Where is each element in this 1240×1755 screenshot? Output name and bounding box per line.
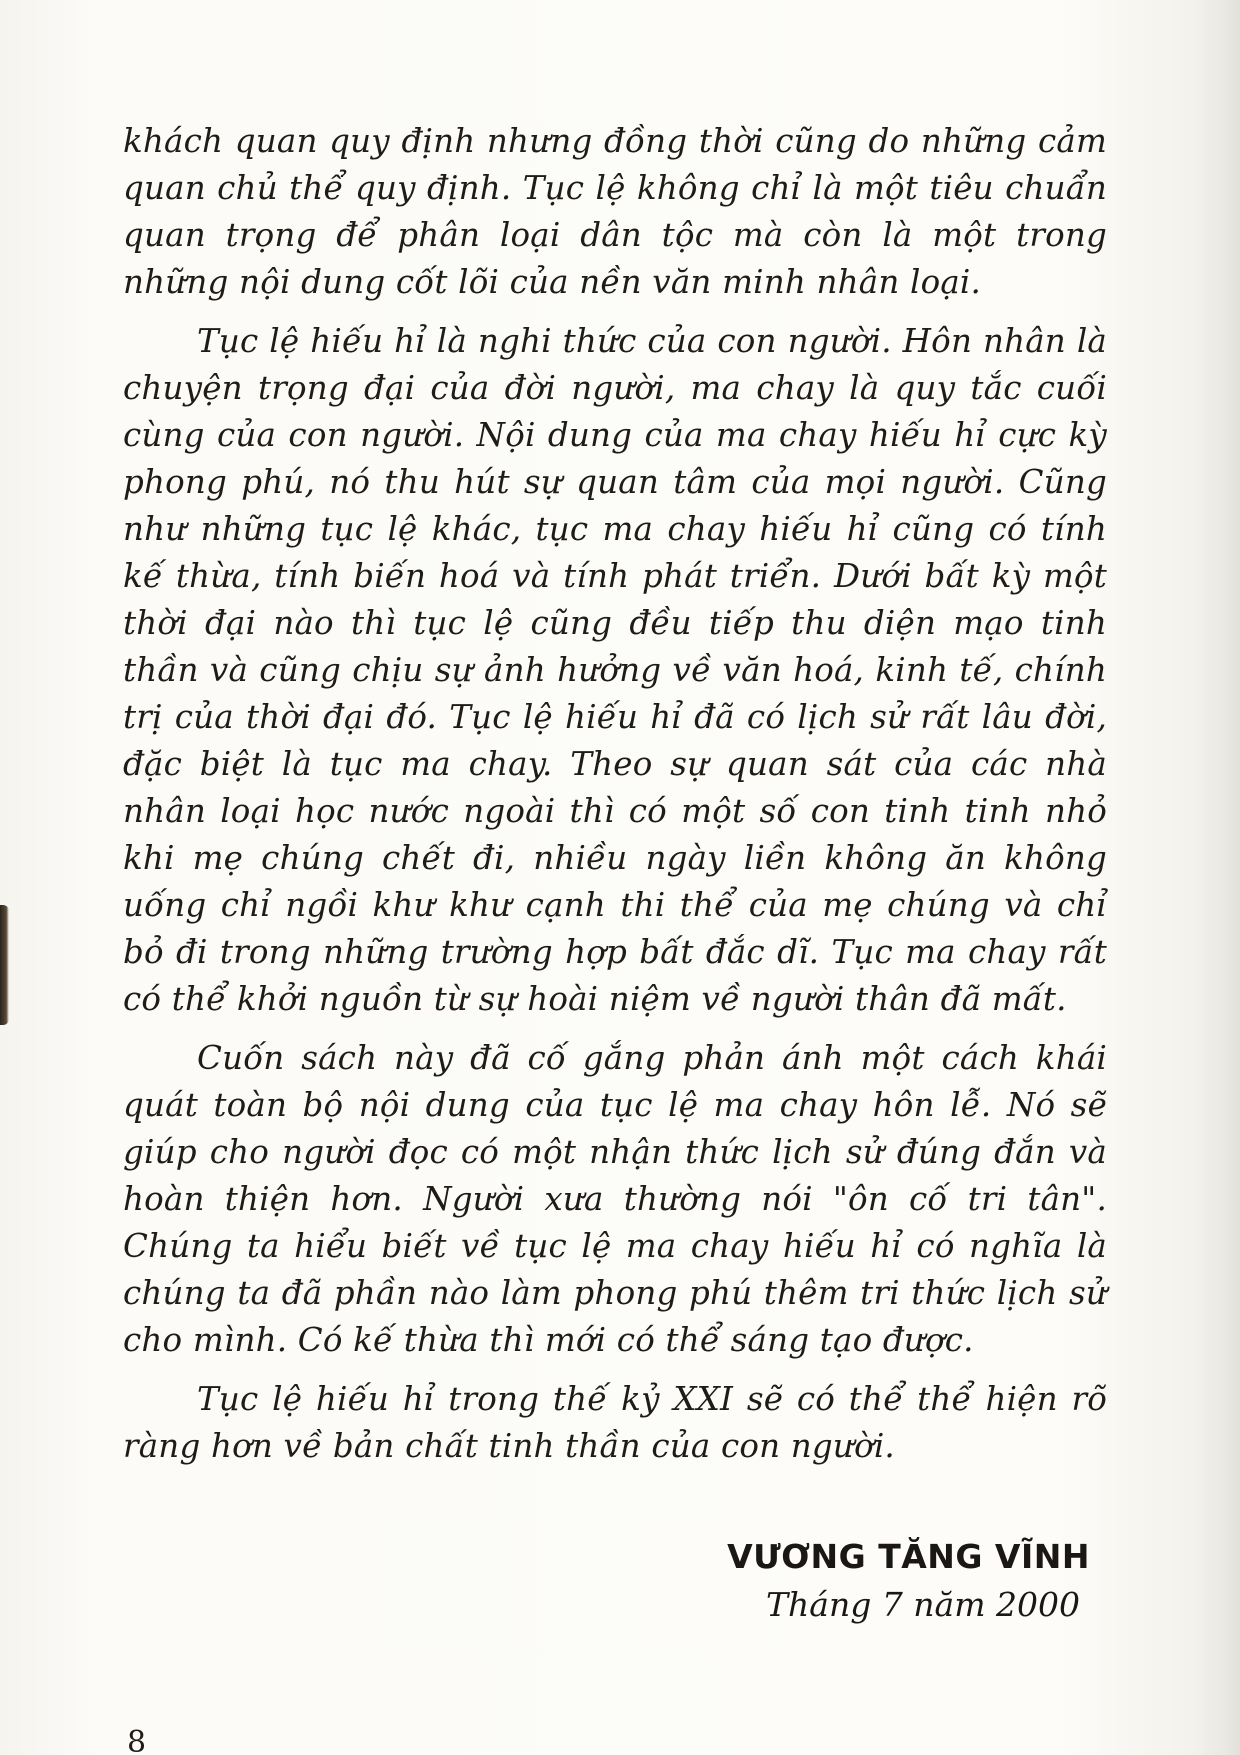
page-number: 8	[127, 1725, 147, 1755]
binding-mark	[0, 905, 9, 1025]
page-edge-shadow	[1200, 0, 1240, 1755]
paragraph-2: Tục lệ hiếu hỉ là nghi thức của con người. Hôn nhân là chuyện trọng đại của đời người, ma chay là quy tắc cuối cùng của con người. Nội dung của ma chay hiếu hỉ cực kỳ phong phú, nó thu hút sự quan tâm của mọi người. Cũng như những tục lệ khác, tục ma chay hiếu hỉ cũng có tính kế thừa, tính biến hoá và tính phát triển. Dưới bất kỳ một thời đại nào thì tục lệ cũng đều tiếp thu diện mạo tinh thần và cũng chịu sự ảnh hưởng về văn hoá, kinh tế, chính trị của thời đại đó. Tục lệ hiếu hỉ đã có lịch sử rất lâu đời, đặc biệt là tục ma chay. Theo sự quan sát của các nhà nhân loại học nước ngoài thì có một số con tinh tinh nhỏ khi mẹ chúng chết đi, nhiều ngày liền không ăn không uống chỉ ngồi khư khư cạnh thi thể của mẹ chúng và chỉ bỏ đi trong những trường hợp bất đắc dĩ. Tục ma chay rất có thể khởi nguồn từ sự hoài niệm về người thân đã mất.	[123, 322, 1107, 1018]
paragraph-1: khách quan quy định nhưng đồng thời cũng do những cảm quan chủ thể quy định. Tục lệ không chỉ là một tiêu chuẩn quan trọng để phân loại dân tộc mà còn là một trong những nội dung cốt lõi của nền văn minh nhân loại.	[123, 122, 1107, 301]
paragraph-4: Tục lệ hiếu hỉ trong thế kỷ XXI sẽ có thể thể hiện rõ ràng hơn về bản chất tinh thần của con người.	[123, 1380, 1107, 1465]
body-text	[123, 118, 1107, 1482]
signature-block	[727, 1533, 1090, 1629]
paragraph-3: Cuốn sách này đã cố gắng phản ánh một cách khái quát toàn bộ nội dung của tục lệ ma chay hôn lễ. Nó sẽ giúp cho người đọc có một nhận thức lịch sử đúng đắn và hoàn thiện hơn. Người xưa thường nói "ôn cố tri tân". Chúng ta hiểu biết về tục lệ ma chay hiếu hỉ có nghĩa là chúng ta đã phần nào làm phong phú thêm tri thức lịch sử cho mình. Có kế thừa thì mới có thể sáng tạo được.	[123, 1039, 1107, 1359]
author-name: VƯƠNG TĂNG VĨNH	[727, 1537, 1090, 1576]
signature-date: Tháng 7 năm 2000	[766, 1585, 1080, 1624]
